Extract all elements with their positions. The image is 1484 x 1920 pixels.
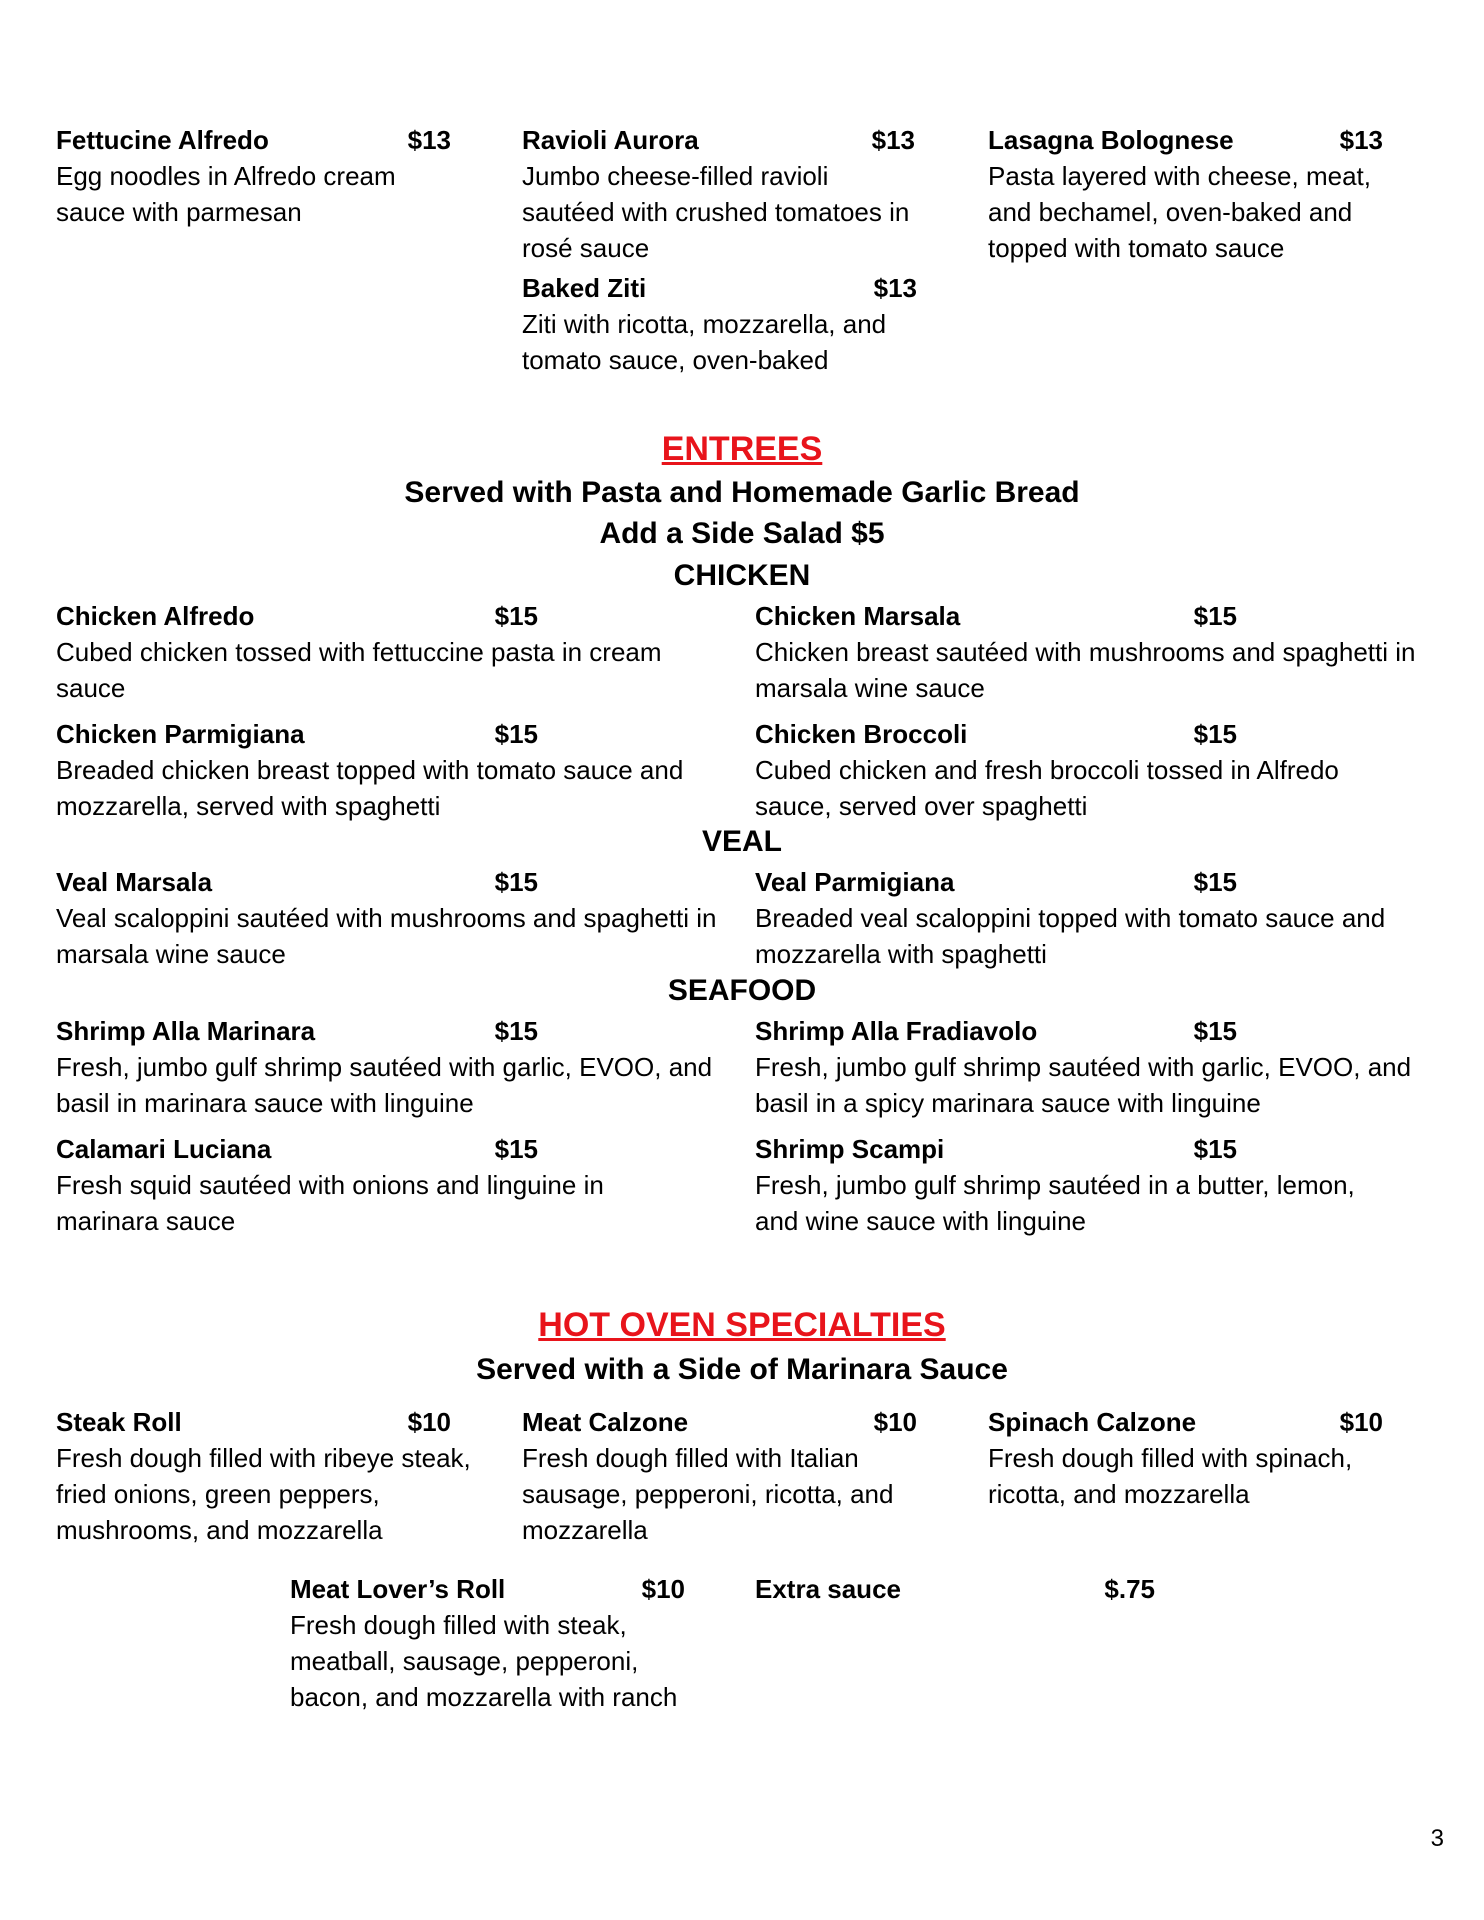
item-name: Spinach Calzone <box>988 1407 1197 1437</box>
item-description: Breaded veal scaloppini topped with tomato sauce and mozzarella with spaghetti <box>755 903 1386 969</box>
item-price: $15 <box>494 1016 538 1046</box>
menu-item <box>522 270 917 378</box>
item-description: Fresh dough filled with Italian sausage, pepperoni, ricotta, and mozzarella <box>522 1443 894 1545</box>
section-title-entrees: ENTREES <box>661 430 823 468</box>
item-name: Baked Ziti <box>522 273 647 303</box>
item-description: Chicken breast sautéed with mushrooms and spaghetti in marsala wine sauce <box>755 637 1416 703</box>
item-description: Jumbo cheese-filled ravioli sautéed with crushed tomatoes in rosé sauce <box>522 161 910 263</box>
item-description: Breaded chicken breast topped with tomato sauce and mozzarella, served with spaghetti <box>56 755 684 821</box>
item-price: $10 <box>1339 1407 1383 1437</box>
item-description: Pasta layered with cheese, meat, and bechamel, oven-baked and topped with tomato sauce <box>988 161 1371 263</box>
item-name: Steak Roll <box>56 1407 182 1437</box>
item-description: Fresh dough filled with spinach, ricotta, and mozzarella <box>988 1443 1353 1509</box>
menu-item <box>755 1571 1155 1607</box>
item-price: $15 <box>494 867 538 897</box>
item-description: Cubed chicken tossed with fettuccine pasta in cream sauce <box>56 637 662 703</box>
item-price: $15 <box>494 601 538 631</box>
item-name: Ravioli Aurora <box>522 125 699 155</box>
menu-item <box>56 716 726 824</box>
item-price: $13 <box>873 273 917 303</box>
item-name: Fettucine Alfredo <box>56 125 269 155</box>
item-price: $10 <box>641 1574 685 1604</box>
item-description: Veal scaloppini sautéed with mushrooms and spaghetti in marsala wine sauce <box>56 903 717 969</box>
menu-item <box>56 1013 746 1121</box>
item-description: Fresh, jumbo gulf shrimp sautéed with garlic, EVOO, and basil in a spicy marinara sauce with linguine <box>755 1052 1412 1118</box>
menu-item <box>56 122 451 230</box>
item-description: Fresh dough filled with ribeye steak, fried onions, green peppers, mushrooms, and mozzarella <box>56 1443 471 1545</box>
menu-item <box>56 1404 496 1548</box>
item-description: Cubed chicken and fresh broccoli tossed in Alfredo sauce, served over spaghetti <box>755 755 1339 821</box>
item-description: Fresh squid sautéed with onions and linguine in marinara sauce <box>56 1170 604 1236</box>
category-title-chicken: CHICKEN <box>673 559 811 592</box>
category-title-seafood: SEAFOOD <box>667 974 817 1007</box>
item-name: Meat Lover’s Roll <box>290 1574 506 1604</box>
item-description: Ziti with ricotta, mozzarella, and tomato sauce, oven-baked <box>522 309 887 375</box>
item-name: Extra sauce <box>755 1574 901 1604</box>
menu-item <box>988 122 1383 266</box>
item-price: $15 <box>1193 1016 1237 1046</box>
item-name: Shrimp Alla Marinara <box>56 1016 316 1046</box>
item-price: $13 <box>871 125 915 155</box>
item-price: $10 <box>873 1407 917 1437</box>
item-price: $13 <box>1339 125 1383 155</box>
item-name: Shrimp Scampi <box>755 1134 945 1164</box>
item-name: Meat Calzone <box>522 1407 689 1437</box>
menu-item <box>56 598 726 706</box>
section-title-hot-oven: HOT OVEN SPECIALTIES <box>538 1306 946 1344</box>
item-name: Veal Marsala <box>56 867 213 897</box>
menu-item <box>755 716 1395 824</box>
menu-item <box>522 122 917 266</box>
menu-item <box>755 1131 1395 1239</box>
menu-item <box>290 1571 685 1715</box>
section-subtitle: Add a Side Salad $5 <box>599 517 885 550</box>
item-price: $15 <box>1193 867 1237 897</box>
page-number: 3 <box>1430 1825 1444 1852</box>
menu-item <box>755 1013 1445 1121</box>
item-name: Shrimp Alla Fradiavolo <box>755 1016 1038 1046</box>
item-name: Chicken Marsala <box>755 601 961 631</box>
menu-item <box>988 1404 1383 1512</box>
menu-item <box>56 1131 676 1239</box>
item-name: Chicken Parmigiana <box>56 719 305 749</box>
category-title-veal: VEAL <box>701 825 782 858</box>
item-price: $.75 <box>1104 1574 1155 1604</box>
menu-item <box>755 598 1445 706</box>
section-subtitle: Served with a Side of Marinara Sauce <box>476 1353 1008 1386</box>
item-name: Chicken Alfredo <box>56 601 255 631</box>
item-price: $15 <box>1193 1134 1237 1164</box>
item-name: Chicken Broccoli <box>755 719 968 749</box>
section-subtitle: Served with Pasta and Homemade Garlic Bread <box>404 476 1080 509</box>
item-price: $15 <box>494 1134 538 1164</box>
item-price: $13 <box>407 125 451 155</box>
item-description: Fresh dough filled with steak, meatball, sausage, pepperoni, bacon, and mozzarella with ranch <box>290 1610 678 1712</box>
item-description: Fresh, jumbo gulf shrimp sautéed with garlic, EVOO, and basil in marinara sauce with linguine <box>56 1052 713 1118</box>
item-name: Lasagna Bolognese <box>988 125 1234 155</box>
item-price: $15 <box>1193 601 1237 631</box>
item-description: Fresh, jumbo gulf shrimp sautéed in a butter, lemon, and wine sauce with linguine <box>755 1170 1355 1236</box>
item-price: $15 <box>494 719 538 749</box>
menu-item <box>755 864 1445 972</box>
menu-item <box>56 864 726 972</box>
item-price: $10 <box>407 1407 451 1437</box>
item-description: Egg noodles in Alfredo cream sauce with parmesan <box>56 161 396 227</box>
item-name: Calamari Luciana <box>56 1134 272 1164</box>
item-name: Veal Parmigiana <box>755 867 955 897</box>
menu-item <box>522 1404 917 1548</box>
item-price: $15 <box>1193 719 1237 749</box>
